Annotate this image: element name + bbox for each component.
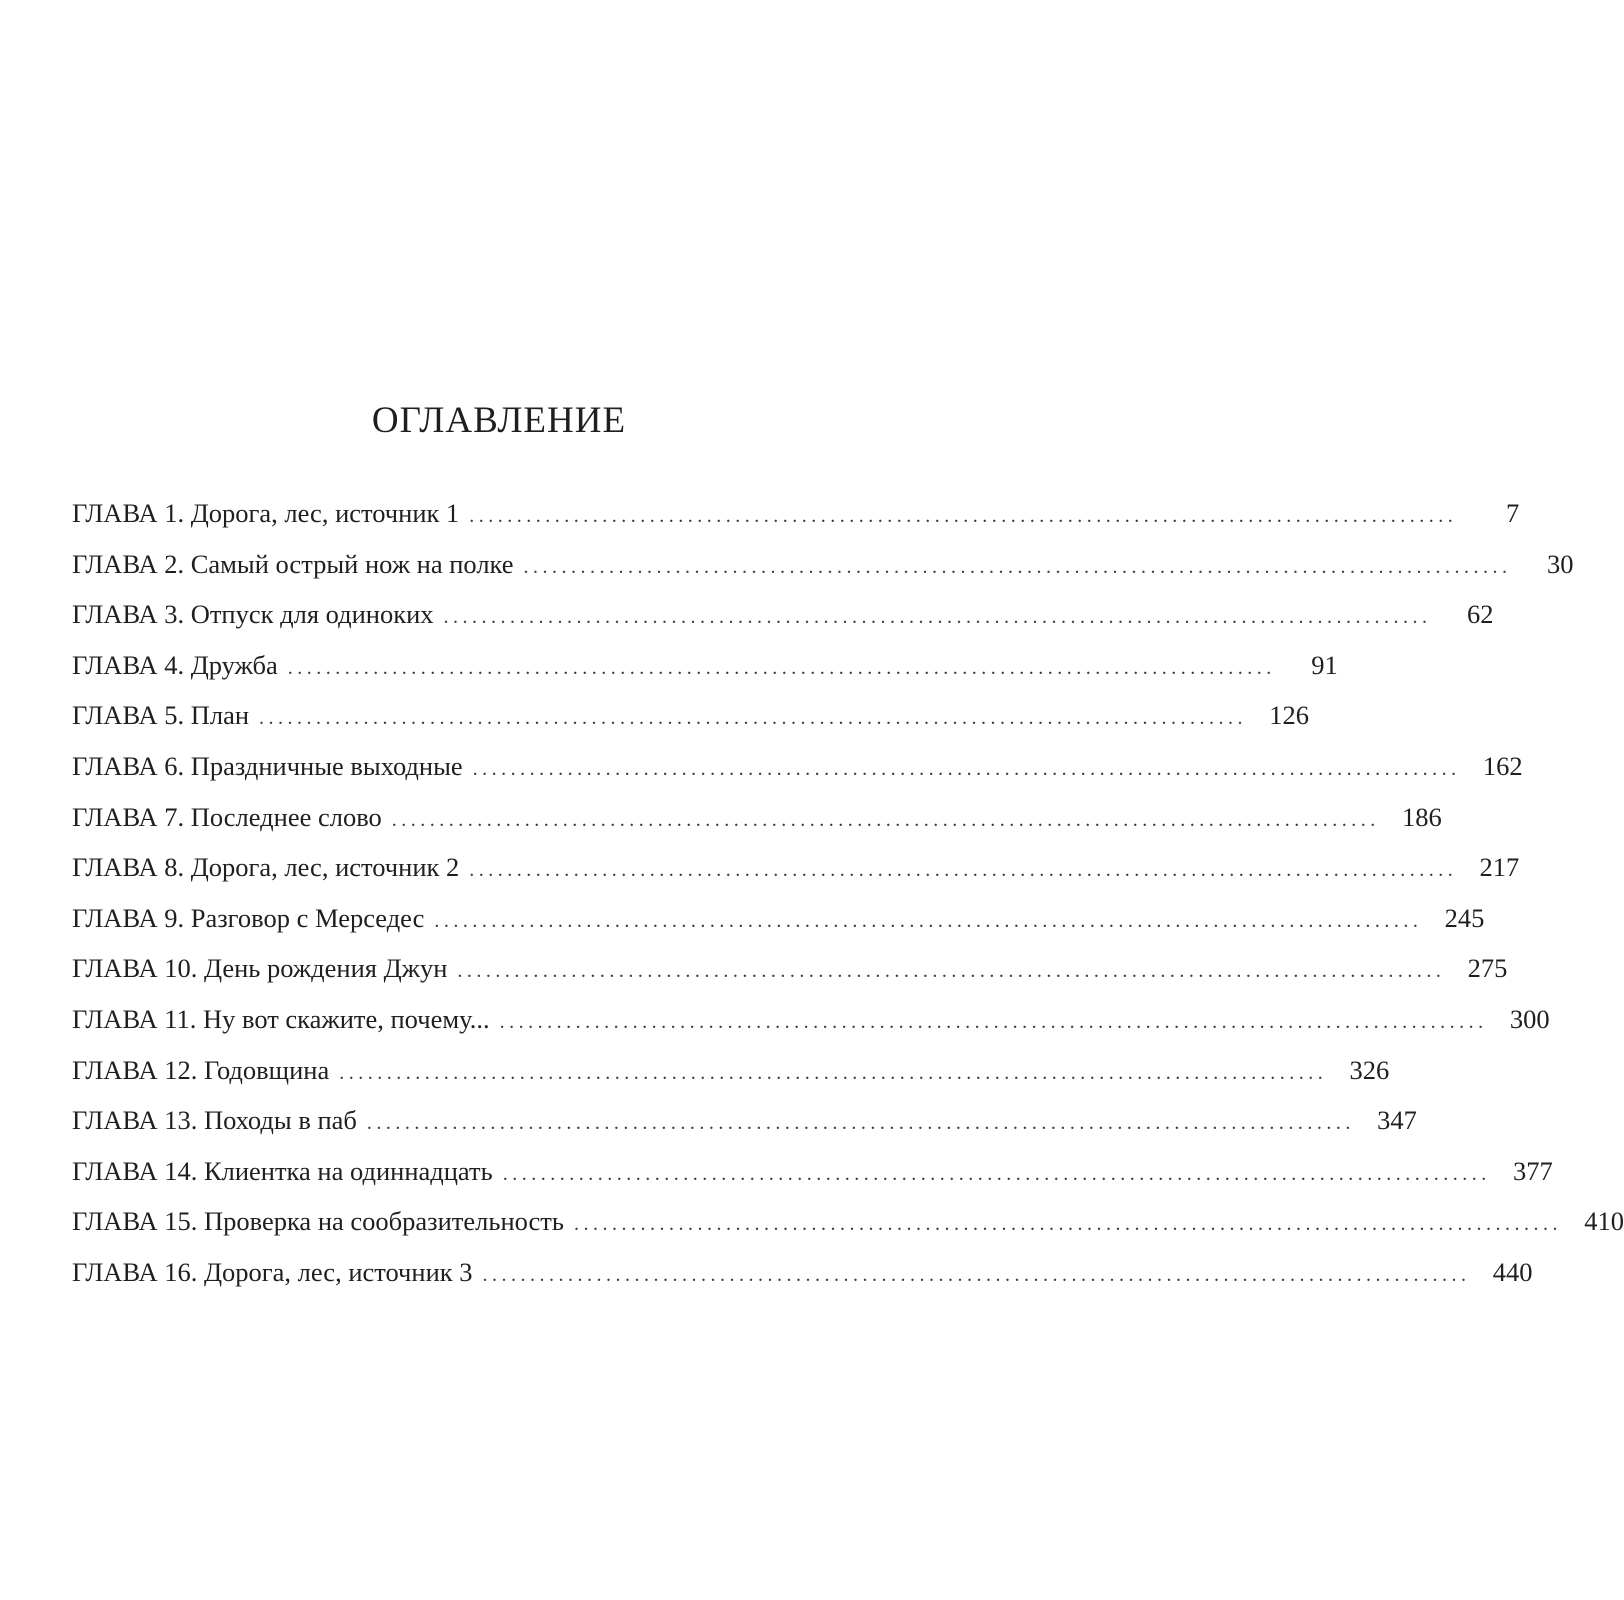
dot-leader: ........................................................................................................ <box>287 656 1276 679</box>
dot-leader: ........................................................................................................ <box>472 757 1461 780</box>
dot-leader: ........................................................................................................ <box>443 606 1432 629</box>
toc-entry-10[interactable] <box>72 953 1508 1006</box>
table-of-contents <box>72 498 1624 1310</box>
page-title: ОГЛАВЛЕНИЕ <box>371 400 627 441</box>
toc-entry-2[interactable] <box>72 548 1574 602</box>
page-number: 217 <box>1479 852 1520 883</box>
toc-entry-16[interactable] <box>72 1256 1533 1310</box>
page-number: 326 <box>1349 1054 1390 1085</box>
toc-entry-7[interactable] <box>72 801 1442 855</box>
page-number: 245 <box>1444 902 1485 933</box>
chapter-title: ГЛАВА 7. Последнее слово <box>72 801 382 832</box>
dot-leader: ........................................................................................................ <box>434 909 1423 932</box>
page-number: 7 <box>1506 498 1520 528</box>
toc-entry-5[interactable] <box>72 700 1310 753</box>
toc-entry-13[interactable] <box>72 1105 1417 1158</box>
chapter-title: ГЛАВА 6. Праздничные выходные <box>72 750 463 781</box>
toc-entry-4[interactable] <box>72 649 1338 703</box>
toc-entry-9[interactable] <box>72 902 1485 956</box>
dot-leader: ........................................................................................................ <box>573 1213 1562 1236</box>
chapter-title: ГЛАВА 13. Походы в паб <box>72 1105 357 1136</box>
chapter-title: ГЛАВА 8. Дорога, лес, источник 2 <box>72 852 460 883</box>
toc-entry-14[interactable] <box>72 1155 1553 1209</box>
chapter-title: ГЛАВА 16. Дорога, лес, источник 3 <box>72 1256 473 1287</box>
toc-entry-6[interactable] <box>72 750 1523 804</box>
chapter-title: ГЛАВА 12. Годовщина <box>72 1054 330 1085</box>
dot-leader: ........................................................................................................ <box>469 505 1458 527</box>
page-number: 440 <box>1492 1256 1533 1287</box>
toc-entry-12[interactable] <box>72 1054 1390 1108</box>
page-number: 186 <box>1402 801 1442 832</box>
dot-leader: ........................................................................................................ <box>457 960 1446 983</box>
dot-leader: ........................................................................................................ <box>499 1010 1488 1033</box>
dot-leader: ........................................................................................................ <box>469 859 1458 882</box>
chapter-title: ГЛАВА 10. День рождения Джун <box>72 953 448 984</box>
page-number: 275 <box>1467 953 1508 984</box>
page-number: 300 <box>1509 1003 1550 1034</box>
page-number: 91 <box>1311 649 1338 680</box>
dot-leader: ........................................................................................................ <box>391 808 1380 831</box>
page-number: 126 <box>1269 700 1310 731</box>
toc-entry-15[interactable] <box>72 1206 1624 1259</box>
toc-entry-3[interactable] <box>72 599 1494 652</box>
chapter-title: ГЛАВА 3. Отпуск для одиноких <box>72 599 434 630</box>
toc-entry-8[interactable] <box>72 852 1520 905</box>
dot-leader: ........................................................................................................ <box>366 1112 1355 1135</box>
toc-entry-1[interactable] <box>72 498 1520 551</box>
page-number: 347 <box>1377 1105 1417 1136</box>
dot-leader: ........................................................................................................ <box>482 1263 1471 1286</box>
chapter-title: ГЛАВА 15. Проверка на сообразительность <box>72 1206 564 1237</box>
page-number: 162 <box>1482 750 1523 781</box>
page-number: 410 <box>1584 1206 1624 1237</box>
chapter-title: ГЛАВА 1. Дорога, лес, источник 1 <box>72 498 460 528</box>
page-number: 377 <box>1512 1155 1553 1186</box>
dot-leader: ........................................................................................................ <box>339 1061 1328 1084</box>
chapter-title: ГЛАВА 9. Разговор с Мерседес <box>72 902 425 933</box>
page-number: 62 <box>1467 599 1494 630</box>
chapter-title: ГЛАВА 2. Самый острый нож на полке <box>72 548 514 579</box>
dot-leader: ........................................................................................................ <box>523 555 1512 578</box>
dot-leader: ........................................................................................................ <box>502 1162 1491 1185</box>
chapter-title: ГЛАВА 4. Дружба <box>72 649 278 680</box>
chapter-title: ГЛАВА 11. Ну вот скажите, почему... <box>72 1003 490 1034</box>
page-number: 30 <box>1547 548 1574 579</box>
chapter-title: ГЛАВА 14. Клиентка на одиннадцать <box>72 1155 493 1186</box>
chapter-title: ГЛАВА 5. План <box>72 700 250 731</box>
toc-entry-11[interactable] <box>72 1003 1550 1057</box>
dot-leader: ........................................................................................................ <box>259 707 1248 730</box>
